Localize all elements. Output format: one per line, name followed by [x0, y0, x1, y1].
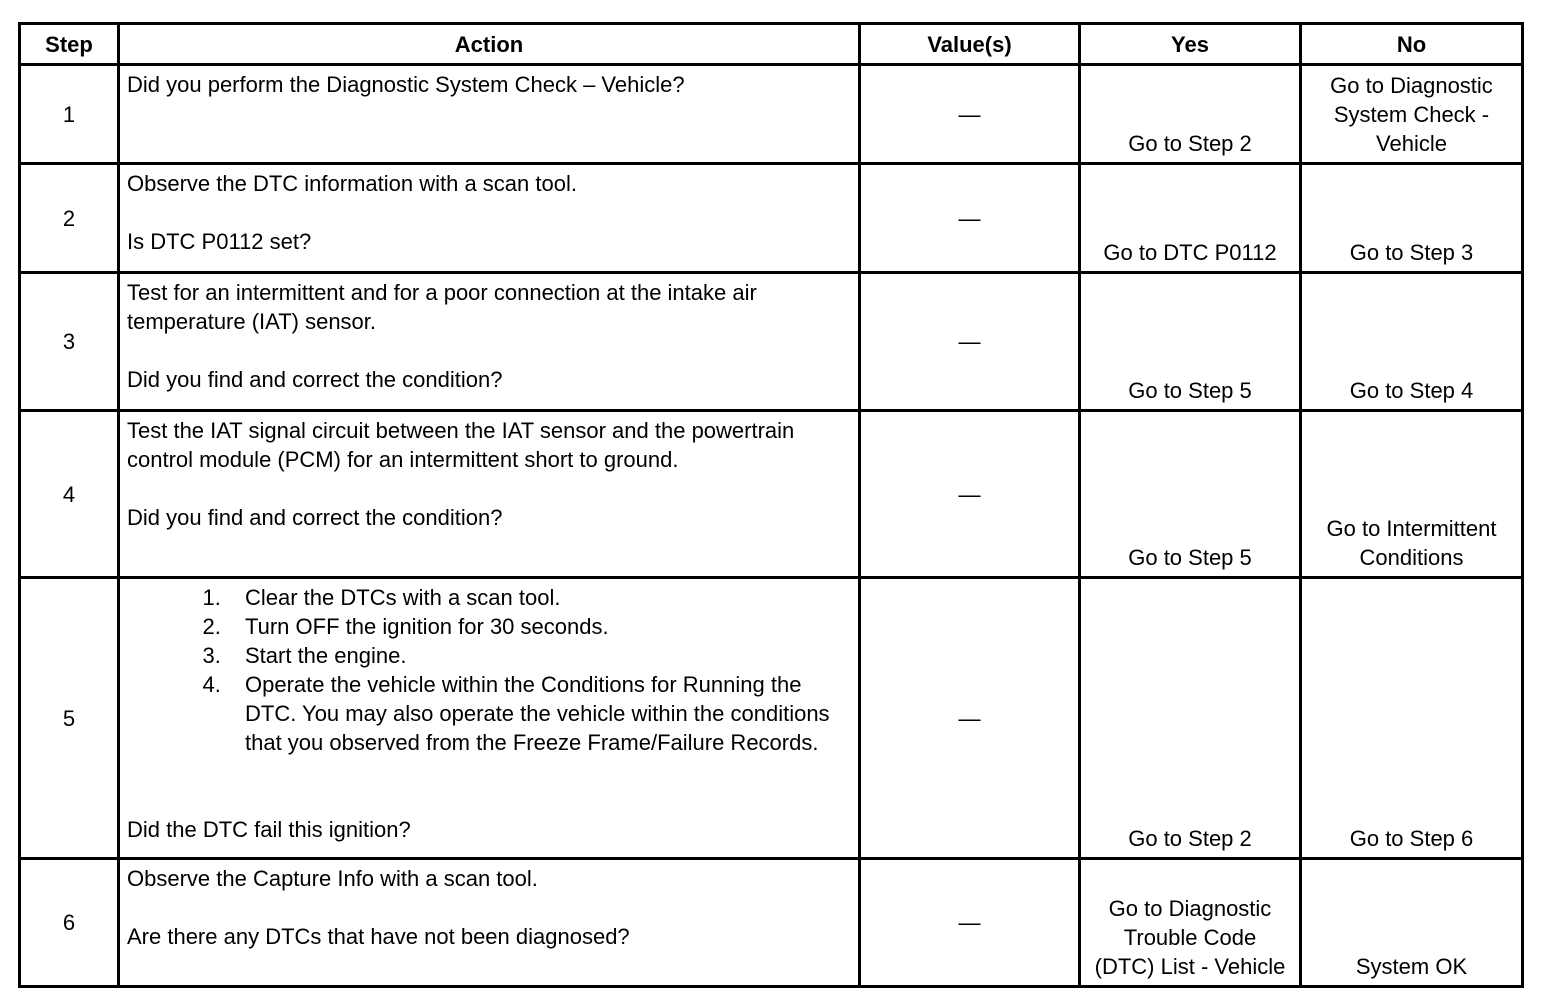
no-text: System OK	[1355, 954, 1468, 979]
yes-text: Go to Step 2	[1128, 826, 1252, 851]
value-cell: —	[860, 164, 1080, 273]
action-steps-list	[127, 583, 850, 757]
yes-text: Go to Step 5	[1128, 378, 1252, 403]
no-text: Go to Intermittent Conditions	[1326, 516, 1497, 570]
yes-cell	[1080, 411, 1301, 578]
table-row	[20, 411, 1523, 578]
no-text: Go to Step 3	[1349, 240, 1474, 265]
value-cell: —	[860, 411, 1080, 578]
action-cell	[119, 65, 860, 164]
action-text: Did you perform the Diagnostic System Check – Vehicle?	[127, 72, 685, 97]
header-no: No	[1301, 24, 1523, 65]
action-cell	[119, 164, 860, 273]
action-cell	[119, 273, 860, 411]
no-cell	[1301, 859, 1523, 987]
header-step: Step	[20, 24, 119, 65]
yes-cell	[1080, 65, 1301, 164]
action-text: Test for an intermittent and for a poor connection at the intake air temperature (IAT) sensor.	[127, 280, 757, 334]
table-row	[20, 164, 1523, 273]
table-row	[20, 65, 1523, 164]
no-cell	[1301, 411, 1523, 578]
no-text: Go to Step 6	[1349, 826, 1474, 851]
list-item: 4. Operate the vehicle within the Conditions for Running the DTC. You may also operate the vehicle within the conditions that you observed from the Freeze Frame/Failure Records.	[227, 670, 850, 757]
list-item: 3. Start the engine.	[227, 641, 850, 670]
step-number: 1	[20, 65, 119, 164]
yes-cell	[1080, 578, 1301, 859]
step-number: 2	[20, 164, 119, 273]
yes-cell	[1080, 273, 1301, 411]
yes-text: Go to Step 5	[1128, 545, 1252, 570]
action-cell	[119, 411, 860, 578]
action-question: Did the DTC fail this ignition?	[127, 817, 411, 842]
list-item: 1. Clear the DTCs with a scan tool.	[227, 583, 850, 612]
header-yes: Yes	[1080, 24, 1301, 65]
yes-cell	[1080, 859, 1301, 987]
list-item: 2. Turn OFF the ignition for 30 seconds.	[227, 612, 850, 641]
step-number: 5	[20, 578, 119, 859]
action-question: Is DTC P0112 set?	[127, 229, 312, 254]
action-cell	[119, 578, 860, 859]
step-number: 4	[20, 411, 119, 578]
action-question: Did you find and correct the condition?	[127, 505, 503, 530]
diagnostic-table	[18, 22, 1524, 988]
value-cell: —	[860, 578, 1080, 859]
yes-text: Go to Step 2	[1128, 131, 1252, 156]
no-text: Go to Step 4	[1349, 378, 1474, 403]
no-cell	[1301, 164, 1523, 273]
value-cell: —	[860, 65, 1080, 164]
action-text: Observe the DTC information with a scan tool.	[127, 171, 577, 196]
value-cell: —	[860, 273, 1080, 411]
table-row	[20, 273, 1523, 411]
action-text: Observe the Capture Info with a scan tool.	[127, 866, 538, 891]
yes-text: Go to Diagnostic Trouble Code (DTC) List - Vehicle	[1094, 896, 1286, 979]
value-cell: —	[860, 859, 1080, 987]
table-row	[20, 859, 1523, 987]
action-text: Test the IAT signal circuit between the IAT sensor and the powertrain control module (PCM) for an intermittent short to ground.	[127, 418, 795, 472]
no-text: Go to Diagnostic System Check - Vehicle	[1330, 73, 1493, 156]
action-cell	[119, 859, 860, 987]
table-row	[20, 578, 1523, 859]
no-cell	[1301, 65, 1523, 164]
header-row	[20, 24, 1523, 65]
yes-cell	[1080, 164, 1301, 273]
no-cell	[1301, 273, 1523, 411]
yes-text: Go to DTC P0112	[1103, 240, 1277, 265]
no-cell	[1301, 578, 1523, 859]
header-values: Value(s)	[860, 24, 1080, 65]
step-number: 3	[20, 273, 119, 411]
step-number: 6	[20, 859, 119, 987]
action-question: Did you find and correct the condition?	[127, 367, 503, 392]
header-action: Action	[119, 24, 860, 65]
action-question: Are there any DTCs that have not been diagnosed?	[127, 924, 630, 949]
